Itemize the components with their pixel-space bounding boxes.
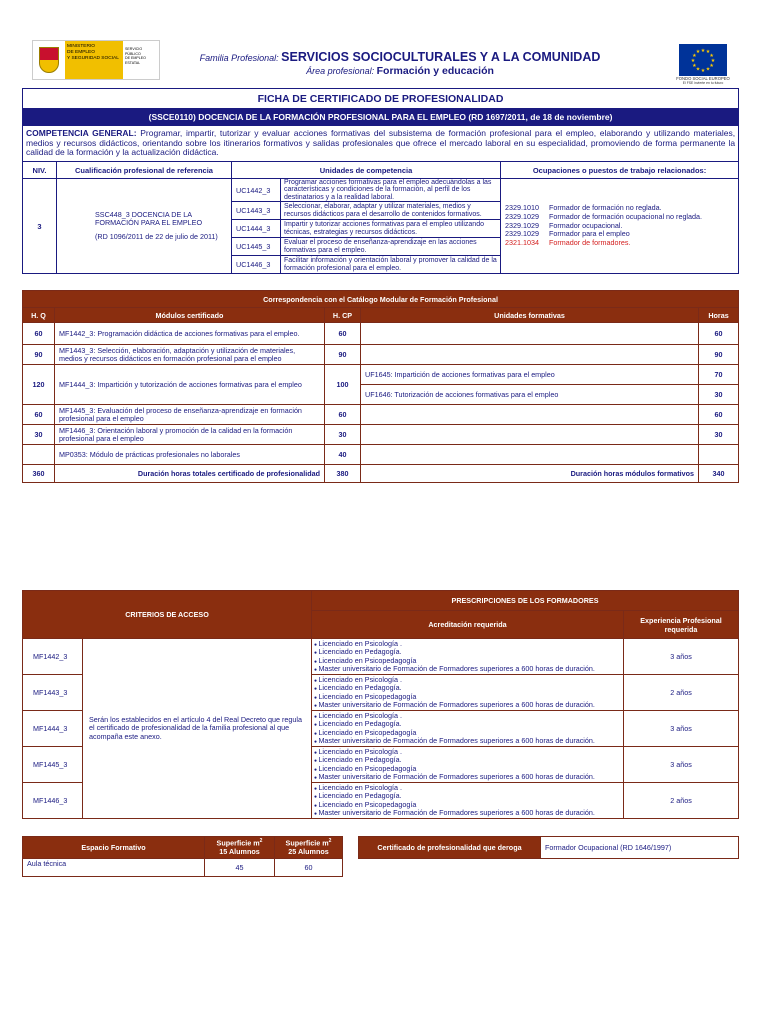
acreditacion-text: Licenciado en Pedagogía. xyxy=(318,791,402,800)
ocupacion-name: Formador de formación ocupacional no reglada. xyxy=(549,212,703,222)
uf-name xyxy=(361,345,699,365)
uf-name: UF1646: Tutorización de acciones formativas para el empleo xyxy=(361,385,699,405)
sup15-count: 15 Alumnos xyxy=(219,846,260,856)
acreditacion-item xyxy=(314,701,621,710)
col-modulos: Módulos certificado xyxy=(55,308,325,323)
ocupacion-code: 2329.1029 xyxy=(505,220,539,230)
page-title xyxy=(170,50,630,77)
eu-star-icon: ★ xyxy=(700,47,706,54)
ocupacion-name: Formador de formación no reglada. xyxy=(549,203,662,213)
acreditacion-text: Licenciado en Pedagogía. xyxy=(318,647,402,656)
eu-caption: FONDO SOCIAL EUROPEO xyxy=(676,76,730,81)
col-cualificacion: Cualificación profesional de referencia xyxy=(57,162,232,179)
ministry-line-2: DE EMPLEO xyxy=(67,49,95,55)
acreditacion-list xyxy=(312,639,624,675)
total-horas: 340 xyxy=(699,465,739,483)
modulo-hcp: 40 xyxy=(325,445,361,465)
familia-label: Familia Profesional: xyxy=(199,53,279,63)
bullet-icon: ● xyxy=(314,749,319,756)
acreditacion-text: Licenciado en Psicología . xyxy=(318,746,402,756)
uc-code: UC1446_3 xyxy=(232,256,281,274)
uf-horas: 60 xyxy=(699,405,739,425)
acreditacion-list xyxy=(312,747,624,783)
modulo-name: MP0353: Módulo de prácticas profesionales no laborales xyxy=(55,445,325,465)
col-sup-25 xyxy=(275,837,343,859)
eu-star-icon: ★ xyxy=(710,57,716,64)
acreditacion-item xyxy=(314,737,621,746)
acreditacion-text: Master universitario de Formación de Formadores superiores a 600 horas de duración. xyxy=(318,736,595,745)
bullet-icon: ● xyxy=(314,677,319,684)
modulo-name: MF1445_3: Evaluación del proceso de enseñanza-aprendizaje en formación profesional para el empleo xyxy=(55,405,325,425)
acreditacion-text: Licenciado en Psicología . xyxy=(318,710,402,720)
deroga-value: Formador Ocupacional (RD 1646/1997) xyxy=(541,837,739,859)
certificate-code: (SSCE0110) DOCENCIA DE LA FORMACIÓN PROFESIONAL PARA EL EMPLEO (RD 1697/2011, de 18 de noviembre) xyxy=(23,109,739,126)
uf-name xyxy=(361,425,699,445)
acreditacion-item xyxy=(314,809,621,818)
table-row xyxy=(23,365,739,385)
espacio-s15: 45 xyxy=(205,859,275,877)
modulo-hq: 30 xyxy=(23,425,55,445)
ministry-name xyxy=(65,41,123,79)
col-horas: Horas xyxy=(699,308,739,323)
ocupacion-name: Formador ocupacional. xyxy=(549,220,623,230)
experiencia-value: 2 años xyxy=(624,675,739,711)
acreditacion-text: Licenciado en Pedagogía. xyxy=(318,683,402,692)
ocupacion-code: 2329.1029 xyxy=(505,229,539,239)
criterio-mf: MF1446_3 xyxy=(23,783,83,819)
uc-desc: Facilitar información y orientación laboral y promover la calidad de la formación profesional para el empleo. xyxy=(281,256,501,274)
ministry-logo xyxy=(32,40,160,80)
acreditacion-text: Master universitario de Formación de Formadores superiores a 600 horas de duración. xyxy=(318,772,595,781)
cualificacion-rd: (RD 1096/2011 de 22 de julio de 2011) xyxy=(95,232,218,242)
col-niv: NIV. xyxy=(23,162,57,179)
bullet-icon: ● xyxy=(314,794,319,800)
criterios-table xyxy=(22,590,739,819)
bullet-icon: ● xyxy=(314,802,319,809)
col-unidades: Unidades de competencia xyxy=(232,162,501,179)
bullet-icon: ● xyxy=(314,730,319,737)
bullet-icon: ● xyxy=(314,713,319,720)
uf-horas: 30 xyxy=(699,385,739,405)
modulo-name: MF1446_3: Orientación laboral y promoción de la calidad en la formación profesional para el empleo xyxy=(55,425,325,445)
bullet-icon: ● xyxy=(314,775,319,781)
eu-star-icon: ★ xyxy=(705,66,711,73)
ministry-line-1: MINISTERIO xyxy=(67,44,95,49)
ocupacion-code: 2329.1029 xyxy=(505,212,539,222)
uf-horas: 60 xyxy=(699,323,739,345)
total-hq: 360 xyxy=(23,465,55,483)
uf-horas xyxy=(699,445,739,465)
espacio-table xyxy=(22,836,343,877)
bullet-icon: ● xyxy=(314,766,319,773)
uf-name xyxy=(361,323,699,345)
eu-star-icon: ★ xyxy=(700,67,706,74)
sup15-label: Superficie m xyxy=(216,838,260,848)
table-row xyxy=(23,639,739,675)
acreditacion-text: Licenciado en Pedagogía. xyxy=(318,719,402,728)
table-row xyxy=(23,445,739,465)
acreditacion-text: Licenciado en Psicología . xyxy=(318,674,402,684)
col-espacio: Espacio Formativo xyxy=(23,837,205,859)
uf-name: UF1645: Impartición de acciones formativas para el empleo xyxy=(361,365,699,385)
eu-star-icon: ★ xyxy=(695,66,701,73)
col-ocupaciones: Ocupaciones o puestos de trabajo relacionados: xyxy=(501,162,739,179)
sup15-exp: 2 xyxy=(259,838,263,845)
uc-desc: Programar acciones formativas para el empleo adecuándolas a las características y condiciones de la formación, al perfil de los destinatarios y a la realidad laboral. xyxy=(281,179,501,202)
area-label: Área profesional: xyxy=(306,66,375,76)
modulos-section-title: Correspondencia con el Catálogo Modular de Formación Profesional xyxy=(23,291,739,308)
area-value: Formación y educación xyxy=(376,65,494,77)
espacio-s25: 60 xyxy=(275,859,343,877)
eu-star-icon: ★ xyxy=(709,62,714,69)
eu-star-icon: ★ xyxy=(709,52,714,59)
acreditacion-text: Master universitario de Formación de Formadores superiores a 600 horas de duración. xyxy=(318,664,595,673)
ocupacion-code: 2321.1034 xyxy=(505,237,539,247)
ficha-title: FICHA DE CERTIFICADO DE PROFESIONALIDAD xyxy=(23,89,739,109)
ocupacion-code: 2329.1010 xyxy=(505,203,539,213)
modulo-hq: 120 xyxy=(23,365,55,405)
modulo-hcp: 30 xyxy=(325,425,361,445)
bullet-icon: ● xyxy=(314,703,319,709)
criterio-mf: MF1443_3 xyxy=(23,675,83,711)
criterios-acceso-text: Serán los establecidos en el artículo 4 del Real Decreto que regula el certificado de profesionalidad de la familia profesional al que acompaña este anexo. xyxy=(83,639,312,819)
servicio-line-1: SERVICIO PÚBLICO xyxy=(125,47,143,56)
bullet-icon: ● xyxy=(314,694,319,701)
modulo-name: MF1443_3: Selección, elaboración, adaptación y utilización de materiales, medios y recursos didácticos en formación profesional para el empleo xyxy=(55,345,325,365)
acreditacion-text: Licenciado en Pedagogía. xyxy=(318,755,402,764)
servicio-line-2: DE EMPLEO ESTATAL xyxy=(125,56,146,66)
ministry-line-3: Y SEGURIDAD SOCIAL xyxy=(67,55,119,61)
bullet-icon: ● xyxy=(314,722,319,728)
ocupaciones-cell xyxy=(501,179,739,274)
eu-logo xyxy=(668,44,738,90)
espacio-name: Aula técnica xyxy=(23,859,205,877)
criterio-mf: MF1442_3 xyxy=(23,639,83,675)
acreditacion-text: Licenciado en Psicología . xyxy=(318,782,402,792)
ocupacion-name: Formador de formadores. xyxy=(549,237,631,247)
sup25-exp: 2 xyxy=(328,838,332,845)
eu-star-icon: ★ xyxy=(690,57,696,64)
acreditacion-text: Master universitario de Formación de Formadores superiores a 600 horas de duración. xyxy=(318,700,595,709)
col-sup-15 xyxy=(205,837,275,859)
bullet-icon: ● xyxy=(314,739,319,745)
ficha-table xyxy=(22,88,739,274)
col-uf: Unidades formativas xyxy=(361,308,699,323)
cualificacion-cell xyxy=(57,179,232,274)
acreditacion-text: Master universitario de Formación de Formadores superiores a 600 horas de duración. xyxy=(318,808,595,817)
modulo-hcp: 60 xyxy=(325,405,361,425)
total-label: Duración horas totales certificado de profesionalidad xyxy=(55,465,325,483)
bullet-icon: ● xyxy=(314,758,319,764)
bullet-icon: ● xyxy=(314,641,319,648)
col-criterios-acceso: CRITERIOS DE ACCESO xyxy=(23,591,312,639)
bullet-icon: ● xyxy=(314,686,319,692)
experiencia-value: 3 años xyxy=(624,711,739,747)
sup25-label: Superficie m xyxy=(285,838,329,848)
sup25-count: 25 Alumnos xyxy=(288,846,329,856)
uc-code: UC1445_3 xyxy=(232,238,281,256)
servicio-name xyxy=(123,41,159,79)
eu-star-icon: ★ xyxy=(692,62,697,69)
modulo-hcp: 60 xyxy=(325,323,361,345)
eu-star-icon: ★ xyxy=(705,49,711,56)
spain-crest-icon xyxy=(33,41,65,79)
bullet-icon: ● xyxy=(314,785,319,792)
uc-code: UC1444_3 xyxy=(232,220,281,238)
acreditacion-text: Licenciado en Psicopedagogía xyxy=(318,691,417,701)
uc-code: UC1442_3 xyxy=(232,179,281,202)
col-prescripciones: PRESCRIPCIONES DE LOS FORMADORES xyxy=(312,591,739,611)
acreditacion-text: Licenciado en Psicopedagogía xyxy=(318,727,417,737)
col-hcp: H. CP xyxy=(325,308,361,323)
table-row xyxy=(23,425,739,445)
uf-horas: 90 xyxy=(699,345,739,365)
modulo-hq: 90 xyxy=(23,345,55,365)
modulo-hq: 60 xyxy=(23,323,55,345)
table-row xyxy=(23,323,739,345)
acreditacion-list xyxy=(312,675,624,711)
uf-name xyxy=(361,405,699,425)
uc-desc: Seleccionar, elaborar, adaptar y utilizar materiales, medios y recursos didácticos para el desarrollo de contenidos formativos. xyxy=(281,202,501,220)
bullet-icon: ● xyxy=(314,811,319,817)
acreditacion-item xyxy=(314,773,621,782)
competencia-label: COMPETENCIA GENERAL: xyxy=(26,127,137,138)
criterio-mf: MF1444_3 xyxy=(23,711,83,747)
table-row xyxy=(23,405,739,425)
bullet-icon: ● xyxy=(314,650,319,656)
acreditacion-list xyxy=(312,711,624,747)
acreditacion-text: Licenciado en Psicopedagogía xyxy=(318,655,417,665)
uc-desc: Evaluar el proceso de enseñanza-aprendizaje en las acciones formativas para el empleo. xyxy=(281,238,501,256)
uf-horas: 70 xyxy=(699,365,739,385)
familia-value: SERVICIOS SOCIOCULTURALES Y A LA COMUNIDAD xyxy=(281,50,601,64)
deroga-table xyxy=(358,836,739,859)
ocupacion-item xyxy=(505,239,738,248)
bullet-icon: ● xyxy=(314,658,319,665)
bullet-icon: ● xyxy=(314,667,319,673)
experiencia-value: 3 años xyxy=(624,747,739,783)
cualificacion-name: SSC448_3 DOCENCIA DE LA FORMACIÓN PARA EL EMPLEO xyxy=(95,209,203,227)
acreditacion-text: Licenciado en Psicología . xyxy=(318,638,402,648)
col-acreditacion: Acreditación requerida xyxy=(312,611,624,639)
eu-flag-icon xyxy=(679,44,727,76)
experiencia-value: 2 años xyxy=(624,783,739,819)
eu-stars-icon xyxy=(679,44,727,76)
acreditacion-text: Licenciado en Psicopedagogía xyxy=(318,763,417,773)
criterio-mf: MF1445_3 xyxy=(23,747,83,783)
modulo-hcp: 90 xyxy=(325,345,361,365)
table-row xyxy=(23,345,739,365)
ocupacion-name: Formador para el empleo xyxy=(549,229,630,239)
competencia-general xyxy=(23,126,739,162)
modulo-hq: 60 xyxy=(23,405,55,425)
uc-code: UC1443_3 xyxy=(232,202,281,220)
acreditacion-item xyxy=(314,665,621,674)
modulo-hq xyxy=(23,445,55,465)
total-uf-label: Duración horas módulos formativos xyxy=(361,465,699,483)
competencia-text: Programar, impartir, tutorizar y evaluar acciones formativas del subsistema de formación profesional para el empleo, elaborando y utilizando materiales, medios y recursos didácticos, orientando sobre los itinerarios formativos y salidas profesionales que ofrece el mercado laboral en su especialidad, promoviendo de forma permanente la calidad de la formación y la actualización didáctica. xyxy=(26,127,736,158)
modulos-table xyxy=(22,290,739,483)
acreditacion-text: Licenciado en Psicopedagogía xyxy=(318,799,417,809)
eu-star-icon: ★ xyxy=(695,49,701,56)
eu-star-icon: ★ xyxy=(692,52,697,59)
uf-name xyxy=(361,445,699,465)
modulo-name: MF1442_3: Programación didáctica de acciones formativas para el empleo. xyxy=(55,323,325,345)
nivel-value: 3 xyxy=(23,179,57,274)
col-experiencia: Experiencia Profesional requerida xyxy=(624,611,739,639)
deroga-label: Certificado de profesionalidad que deroga xyxy=(359,837,541,859)
uc-desc: Impartir y tutorizar acciones formativas para el empleo utilizando técnicas, estrategias y recursos didácticos. xyxy=(281,220,501,238)
modulo-name: MF1444_3: Impartición y tutorización de acciones formativas para el empleo xyxy=(55,365,325,405)
eu-caption-2: El FSE invierte en tu futuro xyxy=(682,81,724,86)
col-hq: H. Q xyxy=(23,308,55,323)
uf-horas: 30 xyxy=(699,425,739,445)
total-hcp: 380 xyxy=(325,465,361,483)
experiencia-value: 3 años xyxy=(624,639,739,675)
modulo-hcp: 100 xyxy=(325,365,361,405)
acreditacion-list xyxy=(312,783,624,819)
